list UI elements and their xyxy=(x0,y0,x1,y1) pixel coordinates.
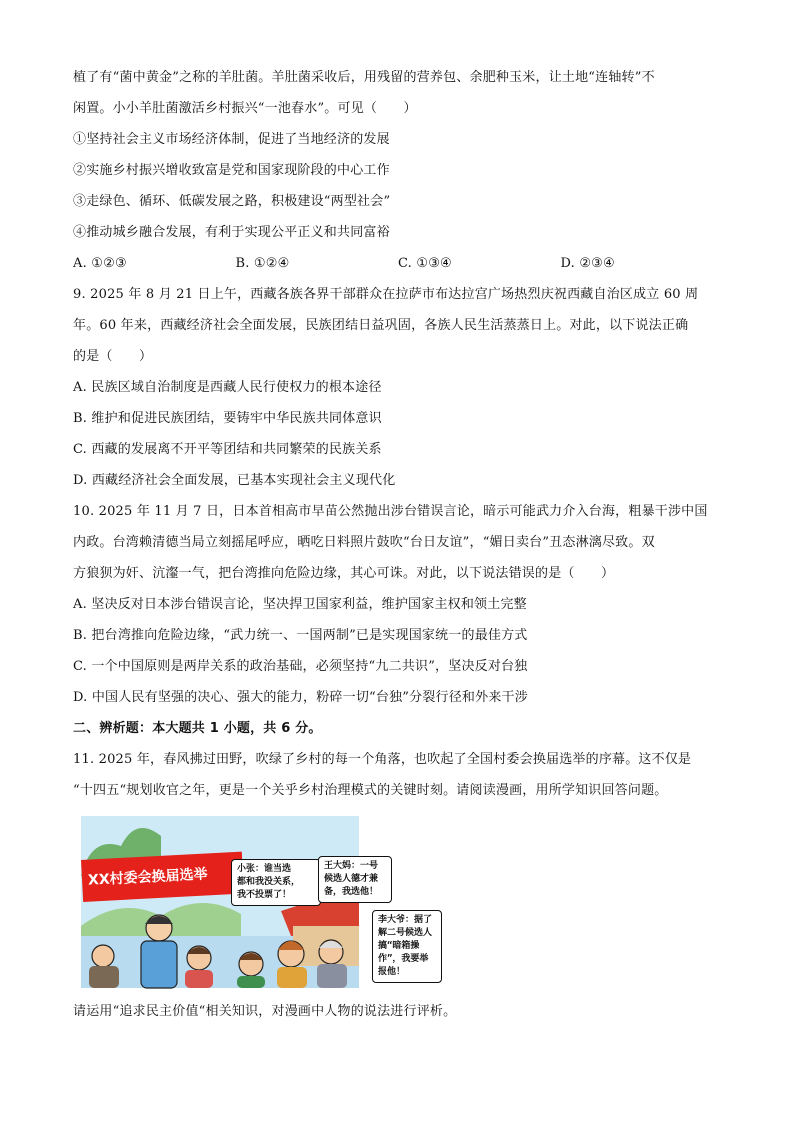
q10-stem-line: 10. 2025 年 11 月 7 日，日本首相高市早苗公然抛出涉台错误言论，暗示可能武力介入台海，粗暴干涉中国 xyxy=(73,504,708,519)
q9-option-a[interactable]: A. 民族区域自治制度是西藏人民行使权力的根本途径 xyxy=(73,380,382,395)
q10-option-d[interactable]: D. 中国人民有坚强的决心、强大的能力，粉碎一切“台独”分裂行径和外来干涉 xyxy=(73,690,528,705)
cartoon-banner: XX村委会换届选举 xyxy=(81,852,244,902)
q10-option-b[interactable]: B. 把台湾推向危险边缘，“武力统一、一国两制”已是实现国家统一的最佳方式 xyxy=(73,628,528,643)
bubble-line: 报他！ xyxy=(378,967,406,977)
q9-option-c[interactable]: C. 西藏的发展离不开平等团结和共同繁荣的民族关系 xyxy=(73,442,382,457)
bubble-line: 李大爷：据了 xyxy=(378,915,433,925)
bubble-line: 作”，我要举 xyxy=(378,954,429,964)
q8-option-c[interactable]: C. ①③④ xyxy=(398,256,452,271)
bubble-line: 备，我选他！ xyxy=(324,887,379,897)
q8-options xyxy=(73,248,723,279)
q8-option-b[interactable]: B. ①②④ xyxy=(235,256,290,271)
q11-stem-line: “十四五“规划收官之年，更是一个关乎乡村治理模式的关键时刻。请阅读漫画，用所学知识回答问题。 xyxy=(73,783,668,798)
bubble-line: 我不投票了！ xyxy=(237,890,292,900)
bubble-line: 都和我没关系， xyxy=(237,877,301,887)
q8-item: ②实施乡村振兴增收致富是党和国家现阶段的中心工作 xyxy=(73,163,390,178)
election-cartoon xyxy=(81,816,379,988)
exam-page xyxy=(73,62,723,1027)
q8-item: ③走绿色、循环、低碳发展之路，积极建设“两型社会” xyxy=(73,194,391,209)
q9-stem-line: 的是（ ） xyxy=(73,349,153,364)
section-heading: 二、辨析题：本大题共 1 小题，共 6 分。 xyxy=(73,721,322,736)
q8-option-a[interactable]: A. ①②③ xyxy=(73,256,127,271)
q10-stem-line: 内政。台湾赖清德当局立刻摇尾呼应，晒吃日料照片鼓吹“台日友谊”，“媚日卖台”丑态淋漓尽致。双 xyxy=(73,535,655,550)
bubble-line: 搞“暗箱操 xyxy=(378,941,420,951)
q8-option-d[interactable]: D. ②③④ xyxy=(560,256,615,271)
q10-option-c[interactable]: C. 一个中国原则是两岸关系的政治基础，必须坚持“九二共识”，坚决反对台独 xyxy=(73,659,528,674)
q10-stem-line: 方狼狈为奸、沆瀣一气，把台湾推向危险边缘，其心可诛。对此，以下说法错误的是（ ） xyxy=(73,566,615,581)
q8-stem-line: 闲置。小小羊肚菌激活乡村振兴“一池春水”。可见（ ） xyxy=(73,101,417,116)
bubble-line: 王大妈：一号 xyxy=(324,861,379,871)
q9-stem-line: 9. 2025 年 8 月 21 日上午，西藏各族各界干部群众在拉萨市布达拉宫广场热烈庆祝西藏自治区成立 60 周 xyxy=(73,287,699,302)
q9-stem-line: 年。60 年来，西藏经济社会全面发展，民族团结日益巩固，各族人民生活蒸蒸日上。对此，以下说法正确 xyxy=(73,318,689,333)
bubble-line: 小张：谁当选 xyxy=(237,864,292,874)
q9-option-d[interactable]: D. 西藏经济社会全面发展，已基本实现社会主义现代化 xyxy=(73,473,396,488)
speech-bubble-wang xyxy=(318,856,392,903)
bubble-line: 解二号候选人 xyxy=(378,928,433,938)
q8-stem-line: 植了有“菌中黄金”之称的羊肚菌。羊肚菌采收后，用残留的营养包、余肥种玉米，让土地“连轴转”不 xyxy=(73,70,655,85)
speech-bubble-li xyxy=(372,910,442,983)
q11-stem-line: 11. 2025 年，春风拂过田野，吹绿了乡村的每一个角落，也吹起了全国村委会换届选举的序幕。这不仅是 xyxy=(73,752,692,767)
bubble-line: 候选人德才兼 xyxy=(324,874,379,884)
q8-item: ④推动城乡融合发展，有利于实现公平正义和共同富裕 xyxy=(73,225,390,240)
q10-option-a[interactable]: A. 坚决反对日本涉台错误言论，坚决捍卫国家利益，维护国家主权和领土完整 xyxy=(73,597,527,612)
q8-item: ①坚持社会主义市场经济体制，促进了当地经济的发展 xyxy=(73,132,390,147)
speech-bubble-zhang xyxy=(231,859,321,906)
q11-prompt: 请运用“追求民主价值“相关知识，对漫画中人物的说法进行评析。 xyxy=(73,1004,457,1019)
q9-option-b[interactable]: B. 维护和促进民族团结，要铸牢中华民族共同体意识 xyxy=(73,411,382,426)
